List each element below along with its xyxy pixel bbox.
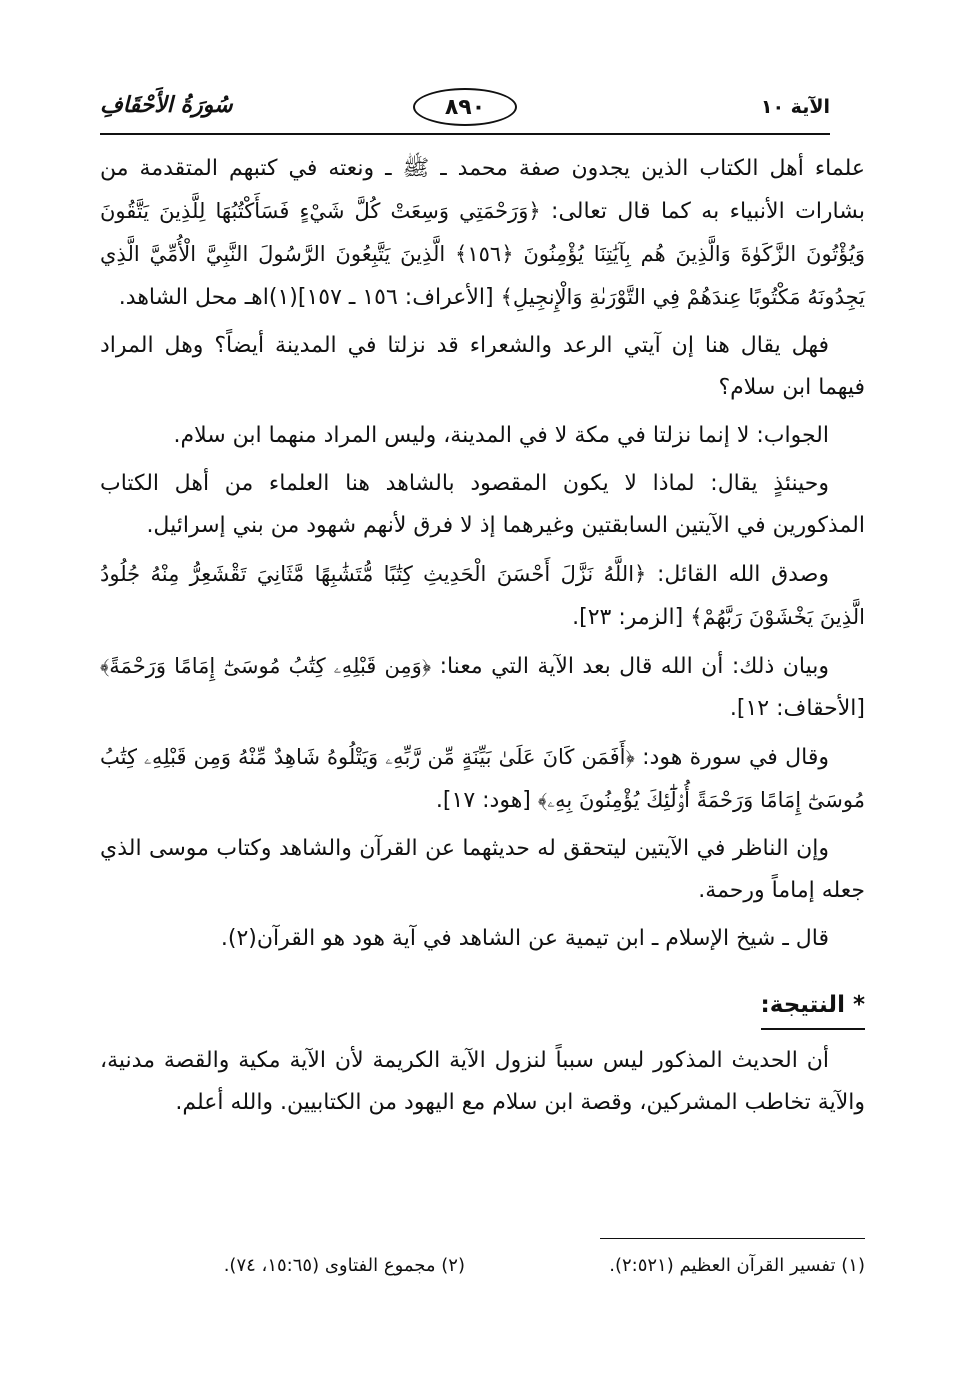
- page-header: [100, 82, 830, 132]
- footnotes: [100, 1255, 865, 1295]
- paragraph-5: وصدق الله القائل: ﴿اللَّهُ نَزَّلَ أَحْسَنَ الْحَدِيثِ كِتَٰبًا مُّتَشَٰبِهًا مَّثَانِيَ تَقْشَعِرُّ مِنْهُ جُلُودُ الَّذِينَ يَخْشَوْنَ رَبَّهُمْ﴾ [الزمر: ٢٣].: [100, 562, 865, 630]
- quran-quote: ﴿أَفَمَن كَانَ عَلَىٰ بَيِّنَةٍ مِّن رَّبِّهِۦ وَيَتْلُوهُ شَاهِدٌ مِّنْهُ وَمِن قَبْلِهِۦ كِتَٰبُ مُوسَىٰٓ إِمَامًا وَرَحْمَةً أُو۟لَٰٓئِكَ يُؤْمِنُونَ بِهِۦ﴾: [100, 745, 865, 812]
- paragraph-9: قال ـ شيخ الإسلام ـ ابن تيمية عن الشاهد في آية هود هو القرآن(٢).: [220, 926, 829, 951]
- paragraph-2: فهل يقال هنا إن آيتي الرعد والشعراء قد نزلتا في المدينة أيضاً؟ وهل المراد فيهما ابن سلام؟: [100, 333, 865, 400]
- header-divider: [100, 133, 830, 135]
- surah-title: سُورَةُ الأَحْقَافِ: [100, 92, 233, 118]
- paragraph-6: وبيان ذلك: أن الله قال بعد الآية التي معنا: ﴿وَمِن قَبْلِهِۦ كِتَٰبُ مُوسَىٰٓ إِمَامًا وَرَحْمَةً﴾ [الأحقاف: ١٢].: [100, 654, 865, 721]
- quran-quote: ﴿اللَّهُ نَزَّلَ أَحْسَنَ الْحَدِيثِ كِتَٰبًا مُّتَشَٰبِهًا مَّثَانِيَ تَقْشَعِرُّ مِنْهُ جُلُودُ الَّذِينَ يَخْشَوْنَ رَبَّهُمْ﴾: [100, 562, 865, 629]
- paragraph-4: وحينئذٍ يقال: لماذا لا يكون المقصود بالشاهد هنا العلماء من أهل الكتاب المذكورين في الآيتين السابقتين وغيرهما إذ لا فرق لأنهم شهود من بني إسرائيل.: [100, 471, 865, 538]
- footnote-divider: [600, 1238, 865, 1239]
- paragraph-7: وقال في سورة هود: ﴿أَفَمَن كَانَ عَلَىٰ بَيِّنَةٍ مِّن رَّبِّهِۦ وَيَتْلُوهُ شَاهِدٌ مِّنْهُ وَمِن قَبْلِهِۦ كِتَٰبُ مُوسَىٰٓ إِمَامًا وَرَحْمَةً أُو۟لَٰٓئِكَ يُؤْمِنُونَ بِهِۦ﴾ [هود: ١٧].: [100, 745, 865, 813]
- footnote-2: (٢) مجموع الفتاوى (١٥:٦٥، ٧٤).: [223, 1255, 465, 1276]
- quran-quote: ﴿وَمِن قَبْلِهِۦ كِتَٰبُ مُوسَىٰٓ إِمَامًا وَرَحْمَةً﴾: [100, 654, 432, 678]
- quran-quote: ﴿وَرَحْمَتِي وَسِعَتْ كُلَّ شَيْءٍ فَسَأَكْتُبُهَا لِلَّذِينَ يَتَّقُونَ وَيُؤْتُونَ الزَّكَوٰةَ وَالَّذِينَ هُم بِآيَٰتِنَا يُؤْمِنُونَ ﴿١٥٦﴾ الَّذِينَ يَتَّبِعُونَ الرَّسُولَ النَّبِيَّ الْأُمِّيَّ الَّذِي يَجِدُونَهُ مَكْتُوبًا عِندَهُمْ فِي التَّوْرَىٰةِ وَالْإِنجِيلِ﴾: [100, 199, 865, 309]
- footnote-1: (١) تفسير القرآن العظيم (٢:٥٢١).: [609, 1255, 865, 1276]
- paragraph-1: علماء أهل الكتاب الذين يجدون صفة محمد ـ ﷺ ـ ونعته في كتبهم المتقدمة من بشارات الأنبياء به كما قال تعالى: ﴿وَرَحْمَتِي وَسِعَتْ كُلَّ شَيْءٍ فَسَأَكْتُبُهَا لِلَّذِينَ يَتَّقُونَ وَيُؤْتُونَ الزَّكَوٰةَ وَالَّذِينَ هُم بِآيَٰتِنَا يُؤْمِنُونَ ﴿١٥٦﴾ الَّذِينَ يَتَّبِعُونَ الرَّسُولَ النَّبِيَّ الْأُمِّيَّ الَّذِي يَجِدُونَهُ مَكْتُوبًا عِندَهُمْ فِي التَّوْرَىٰةِ وَالْإِنجِيلِ﴾ [الأعراف: ١٥٦ ـ ١٥٧](١)اهـ محل الشاهد.: [100, 156, 866, 310]
- verse-reference: الآية ١٠: [760, 96, 830, 118]
- paragraph-3: الجواب: لا إنما نزلتا في مكة لا في المدينة، وليس المراد منهما ابن سلام.: [173, 423, 829, 448]
- result-heading: * النتيجة:: [761, 984, 865, 1030]
- result-paragraph: أن الحديث المذكور ليس سبباً لنزول الآية الكريمة لأن الآية مكية والقصة مدنية، والآية تخاطب المشركين، وقصة ابن سلام مع اليهود من الكتابيين. والله أعلم.: [100, 1048, 865, 1115]
- page-number: ٨٩٠: [413, 88, 517, 126]
- paragraph-8: وإن الناظر في الآيتين ليتحقق له حديثهما عن القرآن والشاهد وكتاب موسى الذي جعله إماماً ورحمة.: [100, 836, 865, 903]
- main-text: [100, 148, 865, 1130]
